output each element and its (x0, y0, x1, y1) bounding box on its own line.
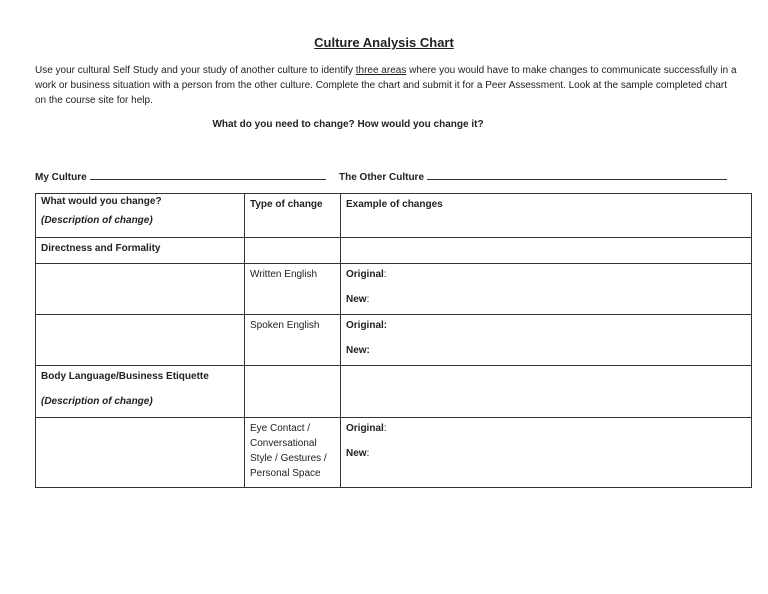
header-what-change: What would you change? (Description of change) (36, 194, 245, 238)
other-culture-label: The Other Culture (339, 172, 425, 183)
table-row-eye-contact (36, 418, 752, 488)
section-row-directness (36, 238, 752, 264)
section-directness-type-cell[interactable] (245, 238, 341, 264)
eye-contact-change-cell[interactable] (36, 418, 245, 488)
section-body-language-label: Body Language/Business Etiquette (Description of change) (36, 366, 245, 418)
my-culture-label: My Culture (35, 172, 87, 183)
page-title: Culture Analysis Chart (314, 35, 454, 50)
section-body-language-example-cell[interactable] (341, 366, 752, 418)
written-new-label: New (346, 294, 367, 305)
eye-contact-example-cell[interactable]: Original: New: (341, 418, 752, 488)
spoken-original-label: Original: (346, 320, 388, 331)
section-directness-label: Directness and Formality (36, 238, 245, 264)
table-row-spoken (36, 315, 752, 366)
section-body-language-type-cell[interactable] (245, 366, 341, 418)
eye-contact-type: Eye Contact / Conversational Style / Gestures / Personal Space (245, 418, 341, 488)
table-header-row (36, 194, 752, 238)
section-directness-example-cell[interactable] (341, 238, 752, 264)
guiding-question: What do you need to change? How would you change it? (212, 119, 484, 130)
other-culture-field[interactable] (339, 170, 727, 183)
spoken-type: Spoken English (245, 315, 341, 366)
written-change-cell[interactable] (36, 264, 245, 315)
three-areas-emphasis: three areas (355, 65, 407, 76)
eye-original-label: Original (346, 423, 384, 434)
spoken-new-label: New: (346, 345, 370, 356)
written-type: Written English (245, 264, 341, 315)
other-culture-blank[interactable] (427, 170, 727, 180)
my-culture-blank[interactable] (90, 170, 326, 180)
spoken-example-cell[interactable] (341, 315, 752, 366)
written-example-cell[interactable]: Original: New: (341, 264, 752, 315)
spoken-change-cell[interactable] (36, 315, 245, 366)
table-row-written (36, 264, 752, 315)
section-row-body-language (36, 366, 752, 418)
eye-new-label: New (346, 448, 367, 459)
my-culture-field[interactable] (35, 170, 326, 183)
culture-analysis-table (35, 193, 752, 488)
header-example-of-changes: Example of changes (341, 194, 752, 238)
written-original-label: Original (346, 269, 384, 280)
intro-paragraph: Use your cultural Self Study and your study of another culture to identify three areas where you would have to make changes to communicate successfully in a work or business situation with a person from the other culture. Complete the chart and submit it for a Peer Assessment. Look at the sample completed chart on the course site for help. (35, 65, 737, 106)
header-type-of-change: Type of change (245, 194, 341, 238)
